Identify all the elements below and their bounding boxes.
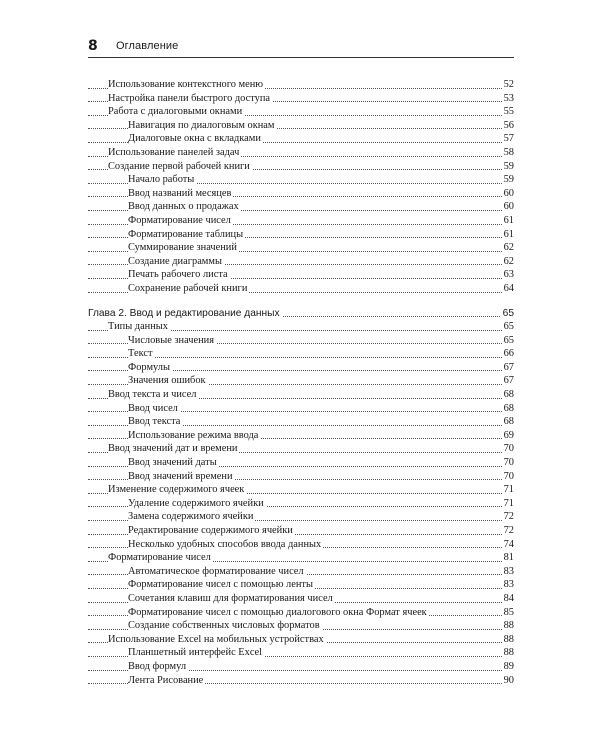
- toc-entry-title: Форматирование чисел: [108, 552, 211, 564]
- toc-entry-title: Удаление содержимого ячейки: [128, 497, 264, 509]
- chapter-heading: [88, 307, 514, 321]
- toc-entry-title: Ввод значений дат и времени: [108, 443, 238, 455]
- toc-entry: [88, 551, 514, 565]
- toc-entry: [88, 334, 514, 348]
- toc-entry: [88, 228, 514, 242]
- toc-entry: [88, 214, 514, 228]
- toc-entry-page: 62: [503, 242, 514, 254]
- toc-entry-title: Ввод значений времени: [128, 470, 233, 482]
- toc-entry: [88, 268, 514, 282]
- toc-entry-page: 71: [503, 484, 514, 496]
- toc-entry: [88, 105, 514, 119]
- toc-entry: [88, 119, 514, 133]
- toc-entry: [88, 497, 514, 511]
- table-of-contents: [88, 78, 514, 687]
- toc-entry: [88, 241, 514, 255]
- toc-entry-title: Сочетания клавиш для форматирования чисел: [128, 592, 333, 604]
- toc-entry: [88, 578, 514, 592]
- running-title: Оглавление: [116, 40, 179, 52]
- toc-entry-title: Настройка панели быстрого доступа: [108, 92, 270, 104]
- toc-entry-page: 70: [503, 457, 514, 469]
- toc-entry-page: 57: [503, 133, 514, 145]
- toc-entry: [88, 388, 514, 402]
- toc-entry: [88, 320, 514, 334]
- toc-entry-title: Навигация по диалоговым окнам: [128, 119, 275, 131]
- toc-entry-title: Работа с диалоговыми окнами: [108, 106, 243, 118]
- toc-entry-page: 56: [503, 119, 514, 131]
- toc-entry-page: 65: [503, 321, 514, 333]
- toc-entry-title: Числовые значения: [128, 334, 215, 346]
- toc-entry-page: 61: [503, 228, 514, 240]
- toc-entry-page: 60: [503, 201, 514, 213]
- toc-entry-page: 67: [503, 361, 514, 373]
- toc-entry-page: 90: [503, 674, 514, 686]
- toc-entry-title: Лента Рисование: [128, 674, 204, 686]
- toc-entry-title: Текст: [128, 348, 153, 360]
- toc-entry: [88, 592, 514, 606]
- chapter-title: Глава 2. Ввод и редактирование данных: [88, 307, 280, 319]
- toc-entry-title: Суммирование значений: [128, 242, 237, 254]
- toc-entry: [88, 132, 514, 146]
- toc-entry-page: 61: [503, 214, 514, 226]
- toc-entry-title: Ввод текста: [128, 416, 181, 428]
- toc-entry-title: Форматирование чисел с помощью ленты: [128, 579, 313, 591]
- toc-entry-title: Сохранение рабочей книги: [128, 282, 248, 294]
- toc-entry-title: Диалоговые окна с вкладками: [128, 133, 261, 145]
- toc-entry-page: 83: [503, 579, 514, 591]
- toc-entry-page: 72: [503, 511, 514, 523]
- toc-entry-page: 60: [503, 187, 514, 199]
- toc-entry-title: Использование панелей задач: [108, 146, 240, 158]
- toc-entry-title: Ввод формул: [128, 660, 187, 672]
- toc-entry-title: Начало работы: [128, 174, 195, 186]
- toc-entry-page: 89: [503, 660, 514, 672]
- toc-entry-title: Форматирование чисел с помощью диалогового окна Формат ячеек: [128, 606, 427, 618]
- toc-entry-page: 74: [503, 538, 514, 550]
- toc-entry: [88, 470, 514, 484]
- toc-entry-page: 69: [503, 429, 514, 441]
- chapter-separator: [88, 296, 514, 307]
- toc-entry-page: 83: [503, 565, 514, 577]
- toc-entry-page: 59: [503, 174, 514, 186]
- toc-entry-title: Использование Excel на мобильных устройствах: [108, 633, 324, 645]
- toc-entry-title: Создание диаграммы: [128, 255, 222, 267]
- toc-entry-title: Формулы: [128, 361, 170, 373]
- toc-entry: [88, 146, 514, 160]
- toc-entry-title: Несколько удобных способов ввода данных: [128, 538, 322, 550]
- toc-entry: [88, 633, 514, 647]
- toc-entry: [88, 646, 514, 660]
- toc-entry: [88, 173, 514, 187]
- toc-entry-page: 88: [503, 647, 514, 659]
- header-rule: [88, 57, 514, 58]
- toc-entry-page: 72: [503, 525, 514, 536]
- toc-entry: [88, 442, 514, 456]
- toc-entry-page: 68: [503, 402, 514, 414]
- toc-entry-page: 65: [503, 334, 514, 346]
- toc-entry-title: Изменение содержимого ячеек: [108, 484, 245, 496]
- toc-entry: [88, 255, 514, 269]
- toc-entry: [88, 483, 514, 497]
- chapter-page: 65: [502, 307, 514, 319]
- toc-entry-title: Типы данных: [108, 321, 168, 333]
- toc-entry-page: 66: [503, 348, 514, 360]
- toc-entry-page: 55: [503, 106, 514, 118]
- toc-entry-page: 81: [503, 552, 514, 564]
- toc-entry-title: Печать рабочего листа: [128, 269, 228, 281]
- toc-entry-page: 88: [503, 620, 514, 632]
- toc-entry-page: 67: [503, 375, 514, 387]
- toc-entry-page: 88: [503, 633, 514, 645]
- toc-entry-title: Использование режима ввода: [128, 429, 259, 441]
- toc-entry-title: Форматирование чисел: [128, 214, 231, 226]
- page-header: [88, 36, 514, 58]
- toc-entry-page: 85: [503, 606, 514, 618]
- toc-entry-page: 58: [503, 146, 514, 158]
- toc-entry-page: 71: [503, 497, 514, 509]
- toc-entry-title: Ввод чисел: [128, 402, 178, 414]
- toc-entry-page: 84: [503, 592, 514, 604]
- toc-entry: [88, 429, 514, 443]
- toc-entry-title: Форматирование таблицы: [128, 228, 244, 240]
- toc-entry: [88, 619, 514, 633]
- toc-entry: [88, 538, 514, 552]
- toc-entry-title: Создание собственных числовых форматов: [128, 620, 320, 632]
- toc-entry: [88, 361, 514, 375]
- toc-entry-page: 63: [503, 269, 514, 281]
- toc-entry-page: 52: [503, 79, 514, 90]
- toc-section-chapter-1-continued: [88, 78, 514, 296]
- toc-entry-page: 68: [503, 389, 514, 401]
- toc-entry: [88, 606, 514, 620]
- toc-entry: [88, 456, 514, 470]
- toc-entry: [88, 200, 514, 214]
- toc-entry-title: Планшетный интерфейс Excel: [128, 647, 262, 659]
- toc-entry-page: 70: [503, 470, 514, 482]
- toc-entry-page: 53: [503, 92, 514, 104]
- toc-entry: [88, 674, 514, 688]
- toc-entry-page: 64: [503, 282, 514, 294]
- toc-entry: [88, 187, 514, 201]
- toc-section-chapter-2: [88, 320, 514, 687]
- toc-entry: [88, 78, 514, 92]
- toc-entry: [88, 374, 514, 388]
- toc-entry-title: Ввод значений даты: [128, 457, 217, 469]
- toc-entry: [88, 402, 514, 416]
- toc-entry-title: Автоматическое форматирование чисел: [128, 565, 304, 577]
- toc-entry-page: 68: [503, 416, 514, 428]
- toc-entry: [88, 282, 514, 296]
- toc-entry-title: Замена содержимого ячейки: [128, 511, 254, 523]
- toc-entry: [88, 660, 514, 674]
- toc-entry: [88, 92, 514, 106]
- toc-entry-title: Значения ошибок: [128, 375, 206, 387]
- toc-entry-title: Ввод названий месяцев: [128, 187, 232, 199]
- toc-entry: [88, 160, 514, 174]
- toc-entry: [88, 510, 514, 524]
- toc-entry: [88, 347, 514, 361]
- toc-entry-page: 62: [503, 255, 514, 267]
- toc-entry-title: Ввод данных о продажах: [128, 201, 239, 213]
- toc-entry: [88, 415, 514, 429]
- page-number: 8: [88, 38, 98, 54]
- toc-entry-title: Редактирование содержимого ячейки: [128, 525, 293, 536]
- toc-entry-title: Ввод текста и чисел: [108, 389, 197, 401]
- toc-entry: [88, 524, 514, 538]
- toc-entry-title: Создание первой рабочей книги: [108, 160, 250, 172]
- toc-entry-page: 59: [503, 160, 514, 172]
- toc-entry-title: Использование контекстного меню: [108, 79, 264, 90]
- toc-entry: [88, 565, 514, 579]
- toc-entry-page: 70: [503, 443, 514, 455]
